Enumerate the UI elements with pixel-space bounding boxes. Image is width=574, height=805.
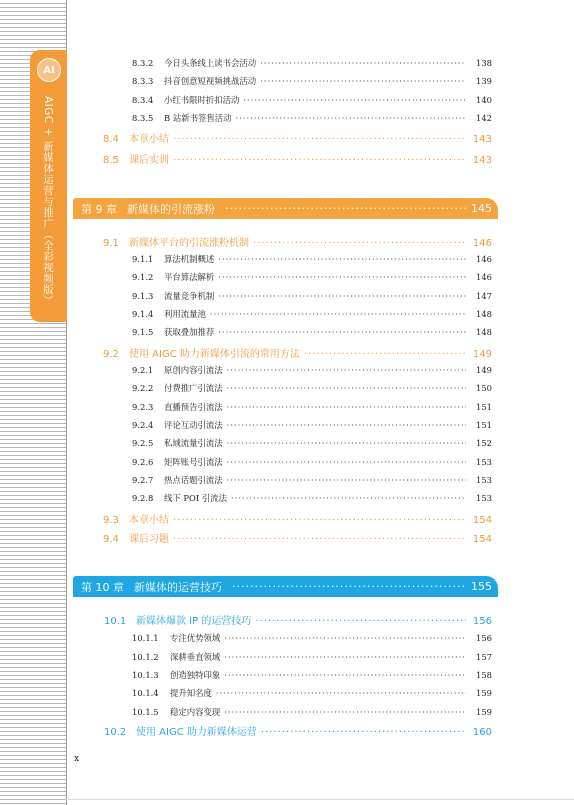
bottom-rule	[66, 799, 574, 800]
toc-entry: 9.2.8 线下 POI 引流法 ····· 153	[132, 492, 492, 504]
toc-entry: 8.3.3 抖音创意短视频挑战活动 ····· 139	[132, 75, 492, 87]
book-side-tab	[30, 50, 67, 322]
toc-entry: 9.2.3 直播预告引流法 ····· 151	[132, 401, 492, 413]
toc-section: 10.1 新媒体爆款 IP 的运营技巧 ····· 156	[104, 612, 492, 627]
toc-entry: 9.2.6 矩阵账号引流法 ····· 153	[132, 456, 492, 468]
toc-entry: 9.1.2 平台算法解析 ····· 146	[132, 271, 492, 283]
toc-entry: 9.2.5 私域流量引流法 ····· 152	[132, 437, 492, 449]
toc-entry: 8.3.2 今日头条线上读书会活动 ····· 138	[132, 57, 492, 69]
toc-entry: 10.1.4 提升知名度 ····· 159	[132, 687, 492, 699]
page-number: x	[74, 754, 80, 764]
toc-entry: 9.2.2 付费推广引流法 ····· 150	[132, 382, 492, 394]
toc-entry: 10.1.3 创造独特印象 ····· 158	[132, 669, 492, 681]
toc-entry: 9.2.4 评论互动引流法 ····· 151	[132, 419, 492, 431]
toc-entry: 9.1.4 利用流量池 ····· 148	[132, 308, 492, 320]
toc-entry: 9.1.3 流量竞争机制 ····· 147	[132, 290, 492, 302]
toc-section: 8.5 课后实训 ····· 143	[103, 151, 492, 166]
toc-section: 9.1 新媒体平台的引流涨粉机制 ····· 146	[103, 234, 492, 249]
toc-entry: 9.2.7 热点话题引流法 ····· 153	[132, 474, 492, 486]
toc-entry: 9.1.5 获取叠加推荐 ····· 148	[132, 326, 492, 338]
toc-section: 9.2 使用 AIGC 助力新媒体引流的常用方法 ····· 149	[103, 345, 492, 360]
chapter-heading: 第 9 章 新媒体的引流涨粉 ····· 145	[73, 198, 498, 219]
toc-section: 9.3 本章小结 ····· 154	[103, 511, 492, 526]
toc-entry: 9.2.1 原创内容引流法 ····· 149	[132, 364, 492, 376]
ai-logo-icon: AI	[37, 58, 61, 82]
toc-entry: 9.1.1 算法机制概述 ····· 146	[132, 253, 492, 265]
toc-section: 9.4 课后习题 ····· 154	[103, 530, 492, 545]
toc-entry: 10.1.1 专注优势领域 ····· 156	[132, 632, 492, 644]
toc-entry: 10.1.5 稳定内容变现 ····· 159	[132, 706, 492, 718]
toc-entry: 10.1.2 深耕垂直领域 ····· 157	[132, 651, 492, 663]
toc-entry: 8.3.4 小红书限时折扣活动 ····· 140	[132, 94, 492, 106]
toc-section: 10.2 使用 AIGC 助力新媒体运营 ····· 160	[104, 723, 492, 738]
chapter-heading: 第 10 章 新媒体的运营技巧 ····· 155	[73, 576, 498, 597]
toc-entry: 8.3.5 B 站新书签售活动 ····· 142	[132, 112, 492, 124]
toc-section: 8.4 本章小结 ····· 143	[103, 130, 492, 145]
book-title-vertical: AIGC + 新媒体运营与推广（全彩视频版）	[42, 96, 54, 306]
